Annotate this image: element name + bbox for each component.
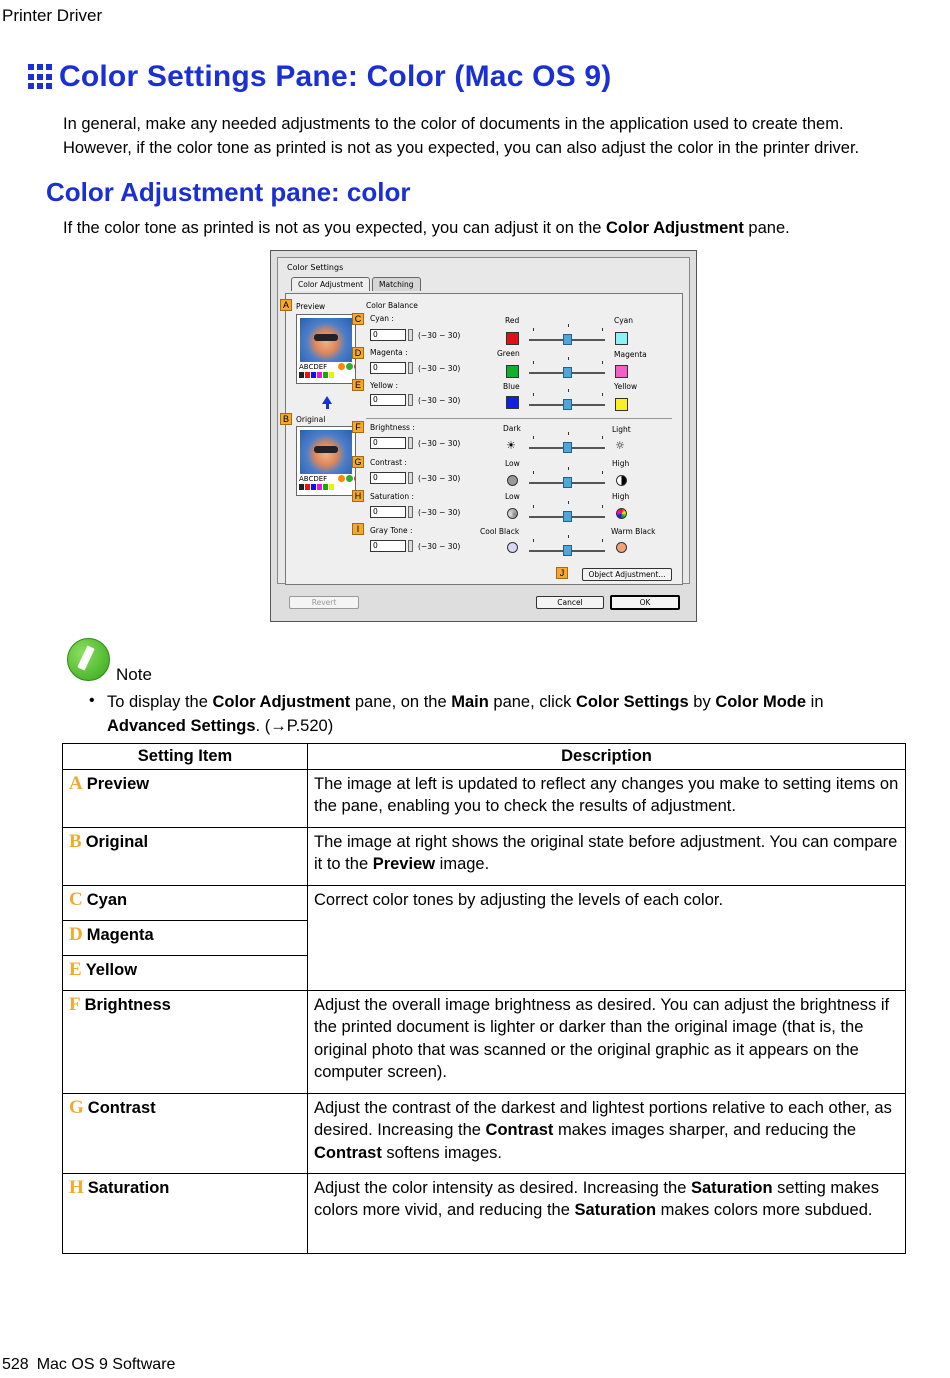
item-letter: E (69, 958, 82, 980)
gray-tone-range: (−30 − 30) (418, 542, 461, 551)
item-cell (63, 1173, 308, 1253)
sun-dark-icon: ☀ (506, 439, 516, 452)
section-para-post: pane. (743, 219, 790, 237)
settings-table (62, 743, 906, 1254)
yellow-stepper[interactable] (408, 394, 413, 406)
saturation-tick-left (533, 505, 534, 508)
sun-light-icon: ☼ (615, 439, 625, 452)
yellow-swatch (615, 398, 628, 411)
cyan-range: (−30 − 30) (418, 331, 461, 340)
saturation-left-label: Low (505, 492, 520, 501)
original-photo (300, 430, 352, 474)
brightness-input[interactable]: 0 (370, 437, 406, 449)
magenta-slider-knob[interactable] (563, 367, 572, 378)
page-number: 528 (2, 1356, 29, 1373)
item-letter: H (69, 1176, 84, 1198)
yellow-label: Yellow : (370, 381, 399, 390)
desc-part: image. (435, 855, 490, 873)
marker-j: J (556, 567, 568, 579)
note-part: To display the (107, 693, 213, 711)
note-text (107, 690, 897, 738)
brightness-label: Brightness : (370, 423, 415, 432)
note-part: pane, click (488, 693, 576, 711)
magenta-stepper[interactable] (408, 362, 413, 374)
cyan-tick-right (602, 328, 603, 331)
object-adjustment-button[interactable]: Object Adjustment... (582, 568, 672, 581)
gray-tone-slider-knob[interactable] (563, 545, 572, 556)
desc-part-bold: Saturation (690, 1178, 773, 1197)
desc-part: makes colors more subdued. (656, 1201, 873, 1219)
magenta-tick-mid (568, 357, 569, 360)
table-row (63, 1093, 906, 1173)
item-name: Cyan (86, 890, 128, 909)
original-label: Original (296, 415, 326, 424)
section-para-pre: If the color tone as printed is not as you expected, you can adjust it on the (63, 219, 607, 237)
original-swatches (299, 484, 335, 490)
magenta-label: Magenta : (370, 348, 408, 357)
desc-cell: Correct color tones by adjusting the levels of each color. (308, 885, 906, 990)
desc-part: softens images. (381, 1143, 502, 1162)
gray-tone-tick-right (602, 539, 603, 542)
marker-i: I (352, 523, 364, 535)
magenta-swatch (615, 365, 628, 378)
item-cell (63, 920, 308, 955)
brightness-tick-mid (568, 432, 569, 435)
section-para-bold: Color Adjustment (606, 219, 744, 237)
intro-line-2: However, if the color tone as printed is not as you expected, you can also adjust the color in the printer driver. (63, 139, 860, 157)
bullet-icon: • (89, 692, 95, 709)
desc-part-bold: Preview (372, 855, 436, 873)
note-part-bold: Main (451, 693, 489, 711)
gray-tone-left-label: Cool Black (480, 527, 520, 536)
original-image (296, 426, 356, 496)
brightness-tick-left (533, 436, 534, 439)
arrow-stem (326, 403, 329, 409)
yellow-tick-right (602, 393, 603, 396)
magenta-tick-right (602, 361, 603, 364)
item-cell (63, 1093, 308, 1173)
yellow-slider-knob[interactable] (563, 399, 572, 410)
item-cell (63, 955, 308, 990)
section-title: Color Adjustment pane: color (46, 177, 411, 207)
revert-button[interactable]: Revert (289, 596, 359, 609)
cyan-input[interactable]: 0 (370, 329, 406, 341)
contrast-low-icon (507, 475, 518, 486)
magenta-right-label: Magenta (614, 350, 647, 359)
cyan-label: Cyan : (370, 314, 394, 323)
note-part: pane, on the (350, 693, 452, 711)
cyan-right-label: Cyan (614, 316, 634, 325)
saturation-label: Saturation : (370, 492, 415, 501)
item-name: Original (85, 832, 149, 851)
brightness-range: (−30 − 30) (418, 439, 461, 448)
contrast-tick-right (602, 471, 603, 474)
item-letter: D (69, 923, 83, 945)
intro-line-1: In general, make any needed adjustments to the color of documents in the application used to create them. (63, 115, 844, 133)
item-cell (63, 885, 308, 920)
note-part-bold: Color Settings (575, 693, 689, 711)
table-row (63, 827, 906, 885)
contrast-tick-left (533, 471, 534, 474)
pencil-note-icon (67, 638, 110, 681)
warm-black-icon (616, 542, 627, 553)
desc-cell: The image at left is updated to reflect any changes you make to setting items on the pane, enabling you to check the results of adjustment. (308, 769, 906, 827)
marker-b: B (280, 413, 292, 425)
color-adjustment-pane (285, 293, 683, 585)
yellow-range: (−30 − 30) (418, 396, 461, 405)
desc-cell (308, 827, 906, 885)
table-row (63, 1173, 906, 1253)
separator (366, 418, 672, 419)
gray-tone-right-label: Warm Black (611, 527, 656, 536)
note-part: . (→P.520) (255, 717, 334, 735)
item-letter: A (69, 772, 83, 794)
saturation-input[interactable]: 0 (370, 506, 406, 518)
preview-label: Preview (296, 302, 326, 311)
red-swatch (506, 332, 519, 345)
marker-g: G (352, 456, 364, 468)
magenta-left-label: Green (497, 349, 520, 358)
brightness-slider-knob[interactable] (563, 442, 572, 453)
cyan-slider-knob[interactable] (563, 334, 572, 345)
contrast-slider-knob[interactable] (563, 477, 572, 488)
preview-swatches (299, 372, 335, 378)
contrast-tick-mid (568, 467, 569, 470)
saturation-tick-right (602, 505, 603, 508)
saturation-range: (−30 − 30) (418, 508, 461, 517)
note-label: Note (116, 665, 152, 684)
marker-a: A (280, 299, 292, 311)
item-cell (63, 769, 308, 827)
cyan-tick-left (533, 328, 534, 331)
tab-bar (291, 277, 423, 291)
desc-part: makes images sharper, and reducing the (553, 1121, 857, 1139)
saturation-stepper[interactable] (408, 506, 413, 518)
note-part: by (688, 693, 716, 711)
preview-balls (337, 363, 356, 370)
note-part-bold: Advanced Settings (107, 717, 256, 735)
green-swatch (506, 365, 519, 378)
saturation-slider-knob[interactable] (563, 511, 572, 522)
marker-h: H (352, 490, 364, 502)
color-settings-dialog (270, 250, 697, 622)
color-balance-label: Color Balance (366, 301, 418, 310)
magenta-tick-left (533, 361, 534, 364)
desc-cell (308, 1173, 906, 1253)
table-header-row (63, 744, 906, 770)
item-letter: G (69, 1096, 84, 1118)
cyan-left-label: Red (505, 316, 520, 325)
contrast-range: (−30 − 30) (418, 474, 461, 483)
intro-paragraph (63, 112, 859, 160)
gray-tone-tick-left (533, 539, 534, 542)
item-cell (63, 827, 308, 885)
marker-c: C (352, 313, 364, 325)
magenta-range: (−30 − 30) (418, 364, 461, 373)
brightness-right-label: Light (612, 425, 631, 434)
brightness-stepper[interactable] (408, 437, 413, 449)
desc-part: setting makes colors more vivid, and reducing the (314, 1178, 879, 1219)
brightness-tick-right (602, 436, 603, 439)
cool-black-icon (507, 542, 518, 553)
note-part-bold: Color Adjustment (212, 693, 351, 711)
original-balls (337, 475, 356, 482)
gray-tone-input[interactable]: 0 (370, 540, 406, 552)
desc-part-bold: Contrast (314, 1143, 382, 1162)
section-paragraph (63, 216, 790, 240)
page-title-text: Color Settings Pane: Color (Mac OS 9) (59, 60, 612, 93)
marker-d: D (352, 347, 364, 359)
desc-cell: Adjust the overall image brightness as desired. You can adjust the brightness if the printed document is lighter or darker than the original image (that is, the original photo that was scanned or the original graphic as it appears on the computer screen). (308, 990, 906, 1093)
grid-icon (28, 64, 54, 90)
contrast-left-label: Low (505, 459, 520, 468)
desc-cell (308, 1093, 906, 1173)
saturation-right-label: High (612, 492, 630, 501)
item-name: Contrast (87, 1098, 156, 1117)
saturation-low-icon (507, 508, 518, 519)
desc-part-bold: Contrast (485, 1121, 554, 1139)
yellow-right-label: Yellow (614, 382, 638, 391)
footer-section: Mac OS 9 Software (36, 1356, 176, 1373)
yellow-left-label: Blue (503, 382, 520, 391)
yellow-tick-left (533, 393, 534, 396)
table-row (63, 769, 906, 827)
desc-part-bold: Saturation (574, 1201, 657, 1219)
desc-part: The image at right shows the original state before adjustment. You can compare it to the (314, 832, 898, 873)
page-footer (2, 1356, 183, 1374)
note-part: in (806, 693, 824, 711)
original-abc-text: ABCDEF (299, 475, 328, 483)
desc-part: Adjust the color intensity as desired. Increasing the (314, 1178, 691, 1197)
tab-matching[interactable]: Matching (372, 277, 420, 291)
table-row (63, 990, 906, 1093)
preview-image (296, 314, 356, 384)
gray-tone-stepper[interactable] (408, 540, 413, 552)
cancel-button[interactable]: Cancel (536, 596, 604, 609)
item-cell (63, 990, 308, 1093)
cyan-swatch (615, 332, 628, 345)
table-row (63, 885, 906, 920)
magenta-input[interactable]: 0 (370, 362, 406, 374)
note-part-bold: Color Mode (715, 693, 807, 711)
blue-swatch (506, 396, 519, 409)
item-name: Saturation (87, 1178, 170, 1197)
item-letter: F (69, 993, 81, 1015)
contrast-stepper[interactable] (408, 472, 413, 484)
tab-color-adjustment[interactable]: Color Adjustment (291, 277, 370, 291)
cyan-tick-mid (568, 324, 569, 327)
saturation-tick-mid (568, 501, 569, 504)
header-setting-item: Setting Item (63, 744, 308, 770)
gray-tone-label: Gray Tone : (370, 526, 413, 535)
cyan-stepper[interactable] (408, 329, 413, 341)
item-letter: B (69, 830, 82, 852)
header-description: Description (308, 744, 906, 770)
preview-photo (300, 318, 352, 362)
dialog-title: Color Settings (287, 263, 344, 272)
gray-tone-tick-mid (568, 535, 569, 538)
item-name: Magenta (86, 925, 154, 944)
contrast-label: Contrast : (370, 458, 407, 467)
running-header: Printer Driver (2, 6, 103, 25)
contrast-high-icon (616, 475, 627, 486)
yellow-tick-mid (568, 389, 569, 392)
brightness-left-label: Dark (503, 424, 521, 433)
item-name: Yellow (85, 960, 138, 979)
item-name: Brightness (84, 995, 171, 1014)
ok-button[interactable]: OK (610, 595, 680, 610)
preview-abc-text: ABCDEF (299, 363, 328, 371)
item-letter: C (69, 888, 83, 910)
marker-e: E (352, 379, 364, 391)
saturation-high-icon (616, 508, 627, 519)
desc-part: Adjust the contrast of the darkest and lightest portions relative to each other, as desired. Increasing the (314, 1098, 892, 1139)
yellow-input[interactable]: 0 (370, 394, 406, 406)
marker-f: F (352, 421, 364, 433)
item-name: Preview (86, 774, 150, 793)
contrast-input[interactable]: 0 (370, 472, 406, 484)
page-title (28, 60, 611, 94)
contrast-right-label: High (612, 459, 630, 468)
